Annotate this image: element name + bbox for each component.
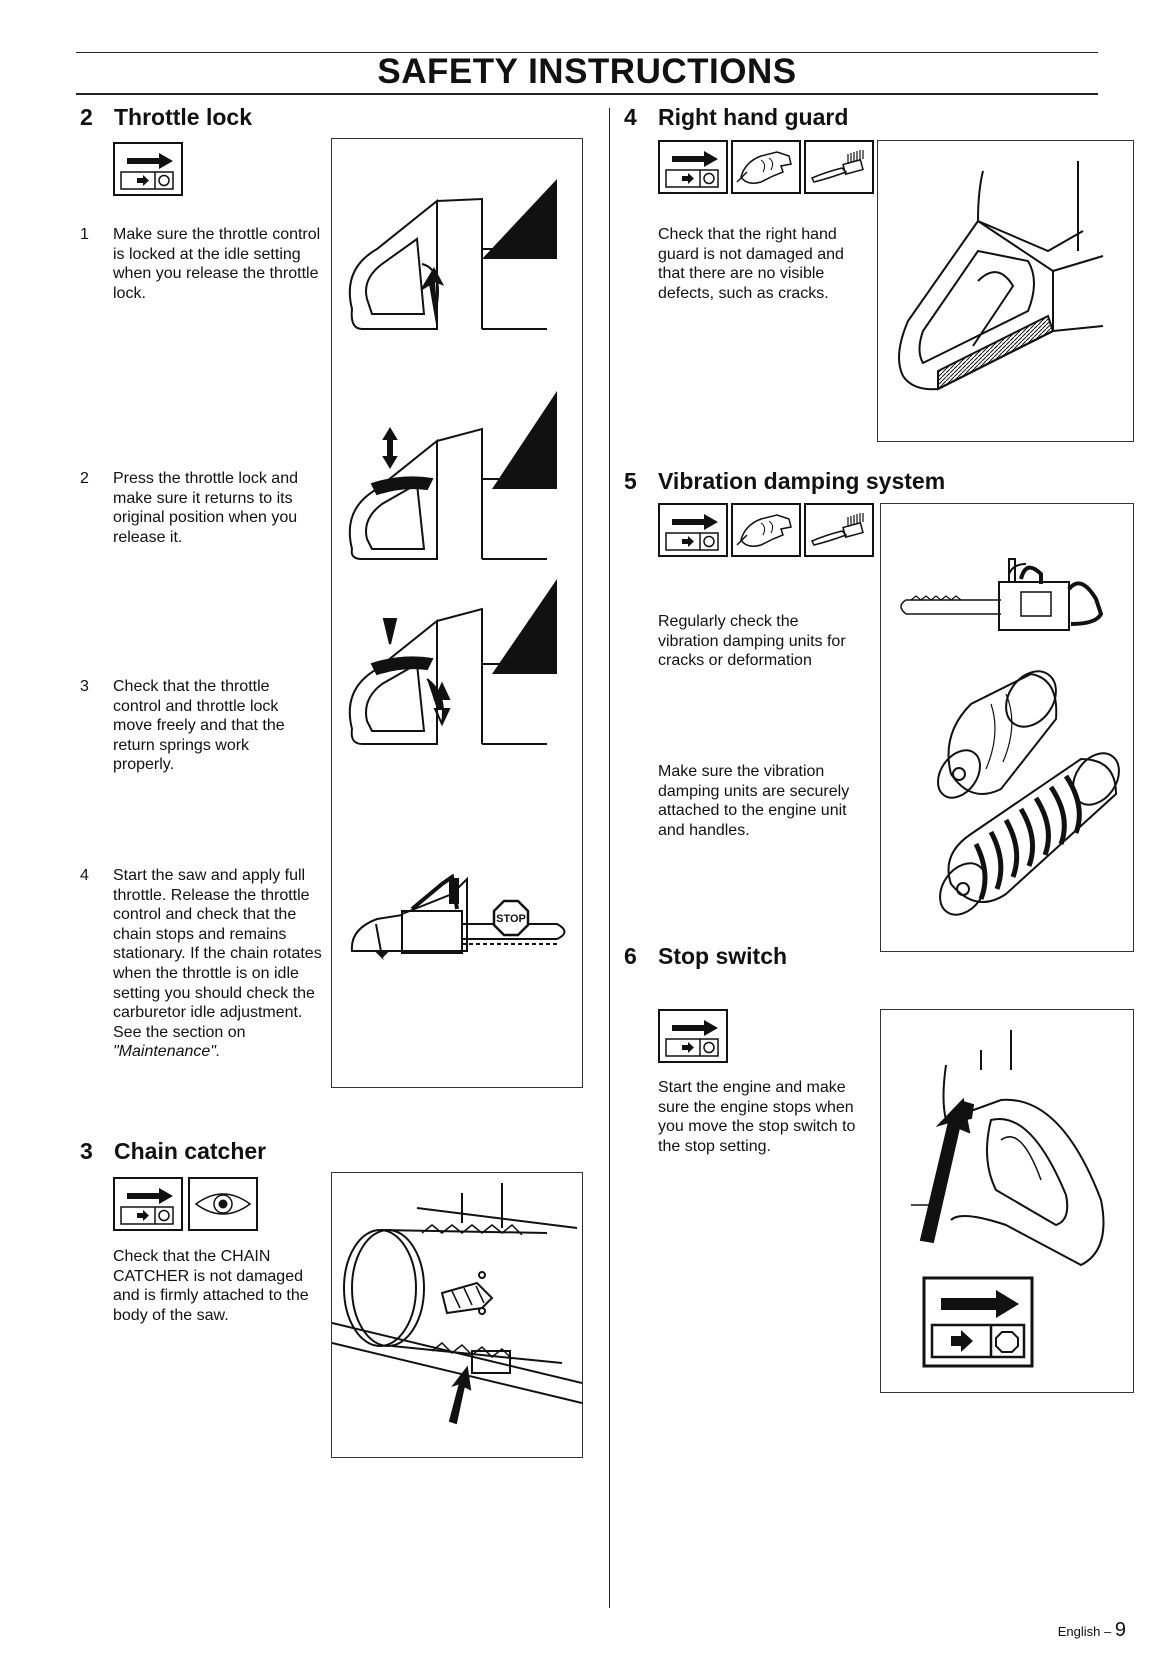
title-rule [76,93,1098,95]
section-number: 5 [624,468,637,494]
step-text: Check that the throttle control and throttle lock move freely and that the return springs work properly. [113,678,285,774]
step-text: Start the saw and apply full throttle. Release the throttle control and check that the chain stops and remains stationary. If the chain rotates when the throttle is on idle setting you should check the carburetor idle adjustment. See the section on [113,867,322,1041]
vibration-damping-illustration-panel [880,503,1134,952]
section-title-text: Stop switch [658,943,788,969]
stop-engine-icon [658,1009,728,1063]
stop-sign-label: STOP [496,913,526,925]
vibration-damping-text-1: Regularly check the vibration damping units for cracks or deformation [658,613,846,670]
throttle-illustration-panel [331,138,583,1088]
section-chain-catcher-title [80,1138,266,1165]
section-title-text: Right hand guard [658,104,849,130]
throttle-handle-drawing-2 [350,391,557,559]
cleaning-brush-icon [804,503,874,557]
step-text: Make sure the throttle control is locked at the idle setting when you release the throttle lock. [113,226,321,302]
eye-inspection-icon [188,1177,258,1231]
protective-glove-icon [731,503,801,557]
section-title-text: Vibration damping system [658,468,946,494]
right-hand-guard-illustration-panel [877,140,1134,442]
stop-switch-illustration-panel [880,1009,1134,1393]
section-title-text: Chain catcher [114,1138,267,1164]
throttle-handle-drawing-3 [350,579,557,744]
section-stop-switch-title [624,943,787,970]
throttle-handle-drawing-1 [350,179,557,329]
vibration-damping-text-2: Make sure the vibration damping units are securely attached to the engine unit and handles. [658,763,850,839]
chain-catcher-text: Check that the CHAIN CATCHER is not damaged and is firmly attached to the body of the saw. [113,1248,309,1324]
right-hand-guard-text: Check that the right hand guard is not damaged and that there are no visible defects, such as cracks. [658,226,844,302]
section-title-text: Throttle lock [114,104,253,130]
stop-engine-icon [658,140,728,194]
step-text: Press the throttle lock and make sure it returns to its original position when you release it. [113,470,298,546]
stop-engine-icon [113,1177,183,1231]
page-number: 9 [1114,1619,1126,1641]
footer-language: English [1057,1624,1101,1639]
protective-glove-icon [731,140,801,194]
stop-engine-icon [113,142,183,196]
footer-separator: – [1100,1624,1115,1639]
section-number: 2 [80,104,93,130]
page-title: SAFETY INSTRUCTIONS [377,52,797,91]
stop-engine-icon-large [924,1278,1032,1366]
section-number: 3 [80,1138,93,1164]
chain-catcher-illustration-panel [331,1172,583,1458]
stop-switch-text: Start the engine and make sure the engine stops when you move the stop switch to the stop setting. [658,1079,856,1155]
stop-engine-icon [658,503,728,557]
section-number: 4 [624,104,637,130]
cleaning-brush-icon [804,140,874,194]
section-right-hand-guard-title [624,104,848,131]
chainsaw-stop-drawing [352,877,565,957]
page-footer [1058,1619,1126,1642]
column-divider [609,108,610,1608]
section-vibration-damping-title [624,468,945,495]
maintenance-reference: "Maintenance". [113,1043,221,1061]
section-number: 6 [624,943,637,969]
section-throttle-lock-title [80,104,252,131]
